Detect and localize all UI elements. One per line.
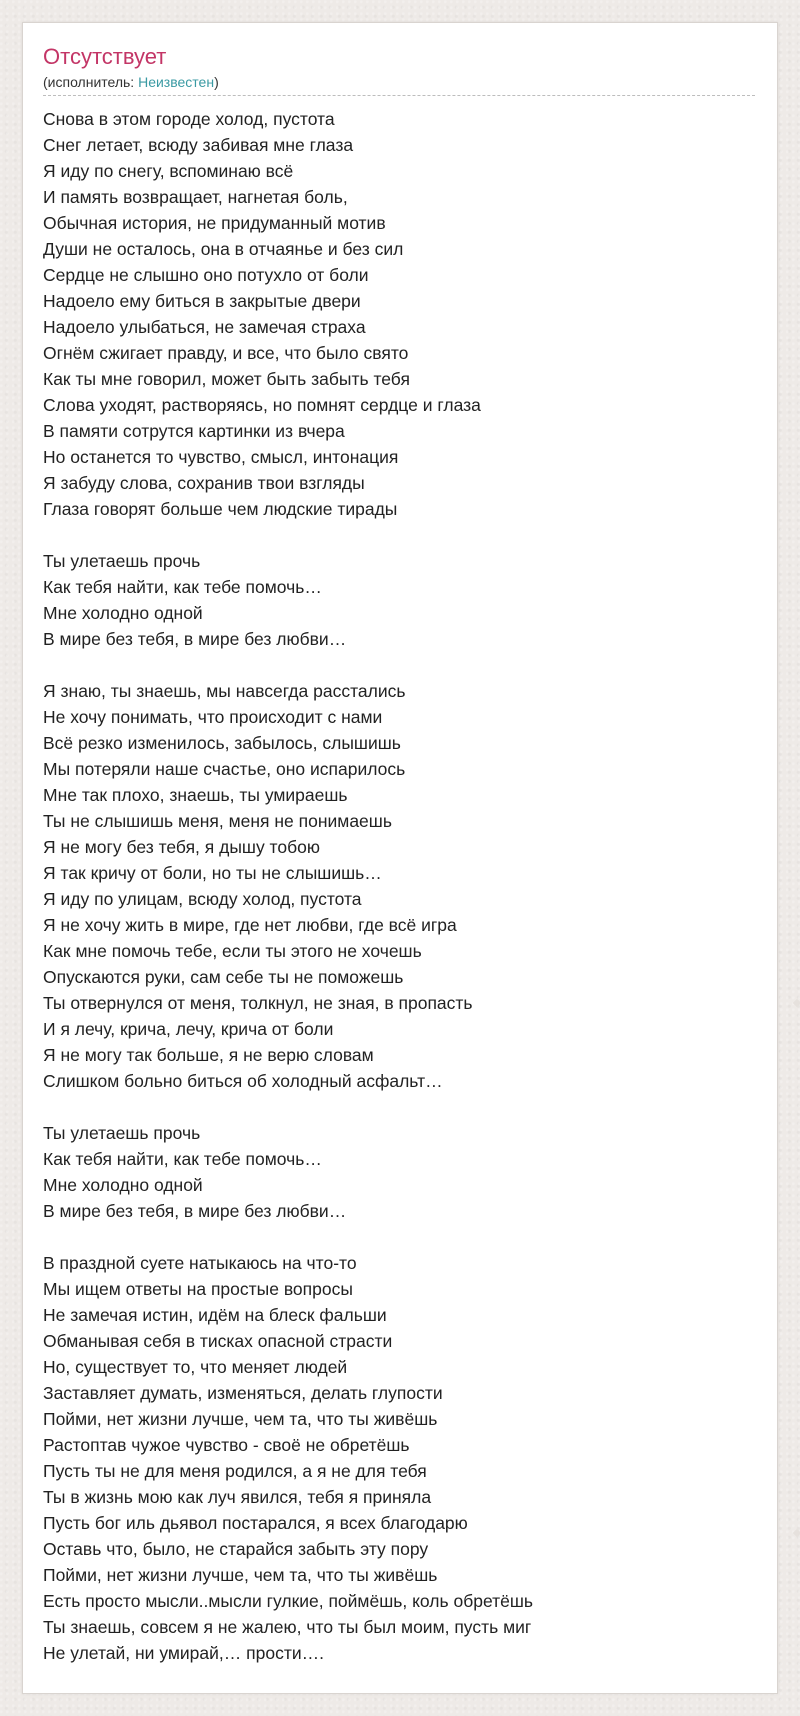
lyric-line: Пусть бог иль дьявол постарался, я всех благодарю <box>43 1513 468 1533</box>
lyric-line: Обычная история, не придуманный мотив <box>43 213 386 233</box>
lyric-line: Но останется то чувство, смысл, интонация <box>43 447 399 467</box>
lyric-line: Заставляет думать, изменяться, делать глупости <box>43 1383 443 1403</box>
lyric-line: Есть просто мысли..мысли гулкие, поймёшь, коль обретёшь <box>43 1591 534 1611</box>
lyric-line: В мире без тебя, в мире без любви… <box>43 1201 347 1221</box>
lyric-line: Я не могу без тебя, я дышу тобою <box>43 837 320 857</box>
lyric-line: Надоело ему биться в закрытые двери <box>43 291 361 311</box>
lyric-line: В праздной суете натыкаюсь на что-то <box>43 1253 357 1273</box>
lyric-line: Ты отвернулся от меня, толкнул, не зная, в пропасть <box>43 993 473 1013</box>
lyric-line: Мы ищем ответы на простые вопросы <box>43 1279 353 1299</box>
lyric-line: Ты знаешь, совсем я не жалею, что ты был моим, пусть миг <box>43 1617 532 1637</box>
lyric-line: Не хочу понимать, что происходит с нами <box>43 707 383 727</box>
lyric-line: Как тебя найти, как тебе помочь… <box>43 577 322 597</box>
lyric-line: Ты улетаешь прочь <box>43 551 201 571</box>
artist-link[interactable]: Неизвестен <box>138 74 215 90</box>
lyric-line: Я не могу так больше, я не верю словам <box>43 1045 374 1065</box>
lyric-line: Мне холодно одной <box>43 603 203 623</box>
lyric-line: Не улетай, ни умирай,… прости…. <box>43 1643 324 1663</box>
lyric-line: И память возвращает, нагнетая боль, <box>43 187 348 207</box>
lyrics-stanza <box>43 548 757 652</box>
lyric-line: Пойми, нет жизни лучше, чем та, что ты живёшь <box>43 1409 438 1429</box>
lyric-line: Я иду по улицам, всюду холод, пустота <box>43 889 362 909</box>
lyric-line: Всё резко изменилось, забылось, слышишь <box>43 733 401 753</box>
lyric-line: Снег летает, всюду забивая мне глаза <box>43 135 354 155</box>
lyric-line: Мне холодно одной <box>43 1175 203 1195</box>
lyric-line: Пойми, нет жизни лучше, чем та, что ты живёшь <box>43 1565 438 1585</box>
artist-prefix: (исполнитель: <box>43 74 139 90</box>
lyric-line: Я знаю, ты знаешь, мы навсегда расстались <box>43 681 406 701</box>
lyric-line: Снова в этом городе холод, пустота <box>43 109 335 129</box>
lyrics-stanza <box>43 678 757 1094</box>
lyrics-stanza <box>43 1120 757 1224</box>
lyric-line: Растоптав чужое чувство - своё не обретёшь <box>43 1435 410 1455</box>
lyric-line: Ты не слышишь меня, меня не понимаешь <box>43 811 392 831</box>
background-ornament-icon <box>793 1529 800 1537</box>
lyric-line: Слишком больно биться об холодный асфальт… <box>43 1071 443 1091</box>
lyric-line: Ты в жизнь мою как луч явился, тебя я приняла <box>43 1487 432 1507</box>
lyric-line: Я не хочу жить в мире, где нет любви, где всё игра <box>43 915 457 935</box>
lyric-line: И я лечу, крича, лечу, крича от боли <box>43 1019 334 1039</box>
lyric-line: Души не осталось, она в отчаянье и без сил <box>43 239 404 259</box>
lyric-line: Мы потеряли наше счастье, оно испарилось <box>43 759 406 779</box>
lyric-line: Опускаются руки, сам себе ты не поможешь <box>43 967 404 987</box>
lyric-line: Я иду по снегу, вспоминаю всё <box>43 161 294 181</box>
lyric-line: Не замечая истин, идём на блеск фальши <box>43 1305 387 1325</box>
lyric-line: Огнём сжигает правду, и все, что было свято <box>43 343 409 363</box>
lyric-line: Ты улетаешь прочь <box>43 1123 201 1143</box>
lyric-line: Обманывая себя в тисках опасной страсти <box>43 1331 393 1351</box>
background-ornament-icon <box>793 999 800 1007</box>
lyric-line: Надоело улыбаться, не замечая страха <box>43 317 366 337</box>
lyric-line: Сердце не слышно оно потухло от боли <box>43 265 369 285</box>
lyric-line: Я так кричу от боли, но ты не слышишь… <box>43 863 382 883</box>
lyric-line: Я забуду слова, сохранив твои взгляды <box>43 473 365 493</box>
artist-suffix: ) <box>214 74 219 90</box>
lyrics-stanza <box>43 106 757 522</box>
lyrics-stanza <box>43 1250 757 1666</box>
lyric-line: Как тебя найти, как тебе помочь… <box>43 1149 322 1169</box>
lyric-line: Как мне помочь тебе, если ты этого не хочешь <box>43 941 422 961</box>
lyric-line: В мире без тебя, в мире без любви… <box>43 629 347 649</box>
lyric-line: Мне так плохо, знаешь, ты умираешь <box>43 785 348 805</box>
lyrics-card <box>22 22 778 1694</box>
lyric-line: Но, существует то, что меняет людей <box>43 1357 348 1377</box>
lyric-line: Пусть ты не для меня родился, а я не для тебя <box>43 1461 427 1481</box>
lyric-line: В памяти сотрутся картинки из вчера <box>43 421 345 441</box>
lyrics-body <box>43 106 757 1666</box>
lyric-line: Оставь что, было, не старайся забыть эту пору <box>43 1539 429 1559</box>
lyric-line: Слова уходят, растворяясь, но помнят сердце и глаза <box>43 395 481 415</box>
lyric-line: Как ты мне говорил, может быть забыть тебя <box>43 369 410 389</box>
artist-line <box>43 73 755 96</box>
lyric-line: Глаза говорят больше чем людские тирады <box>43 499 398 519</box>
song-title: Отсутствует <box>43 44 167 69</box>
